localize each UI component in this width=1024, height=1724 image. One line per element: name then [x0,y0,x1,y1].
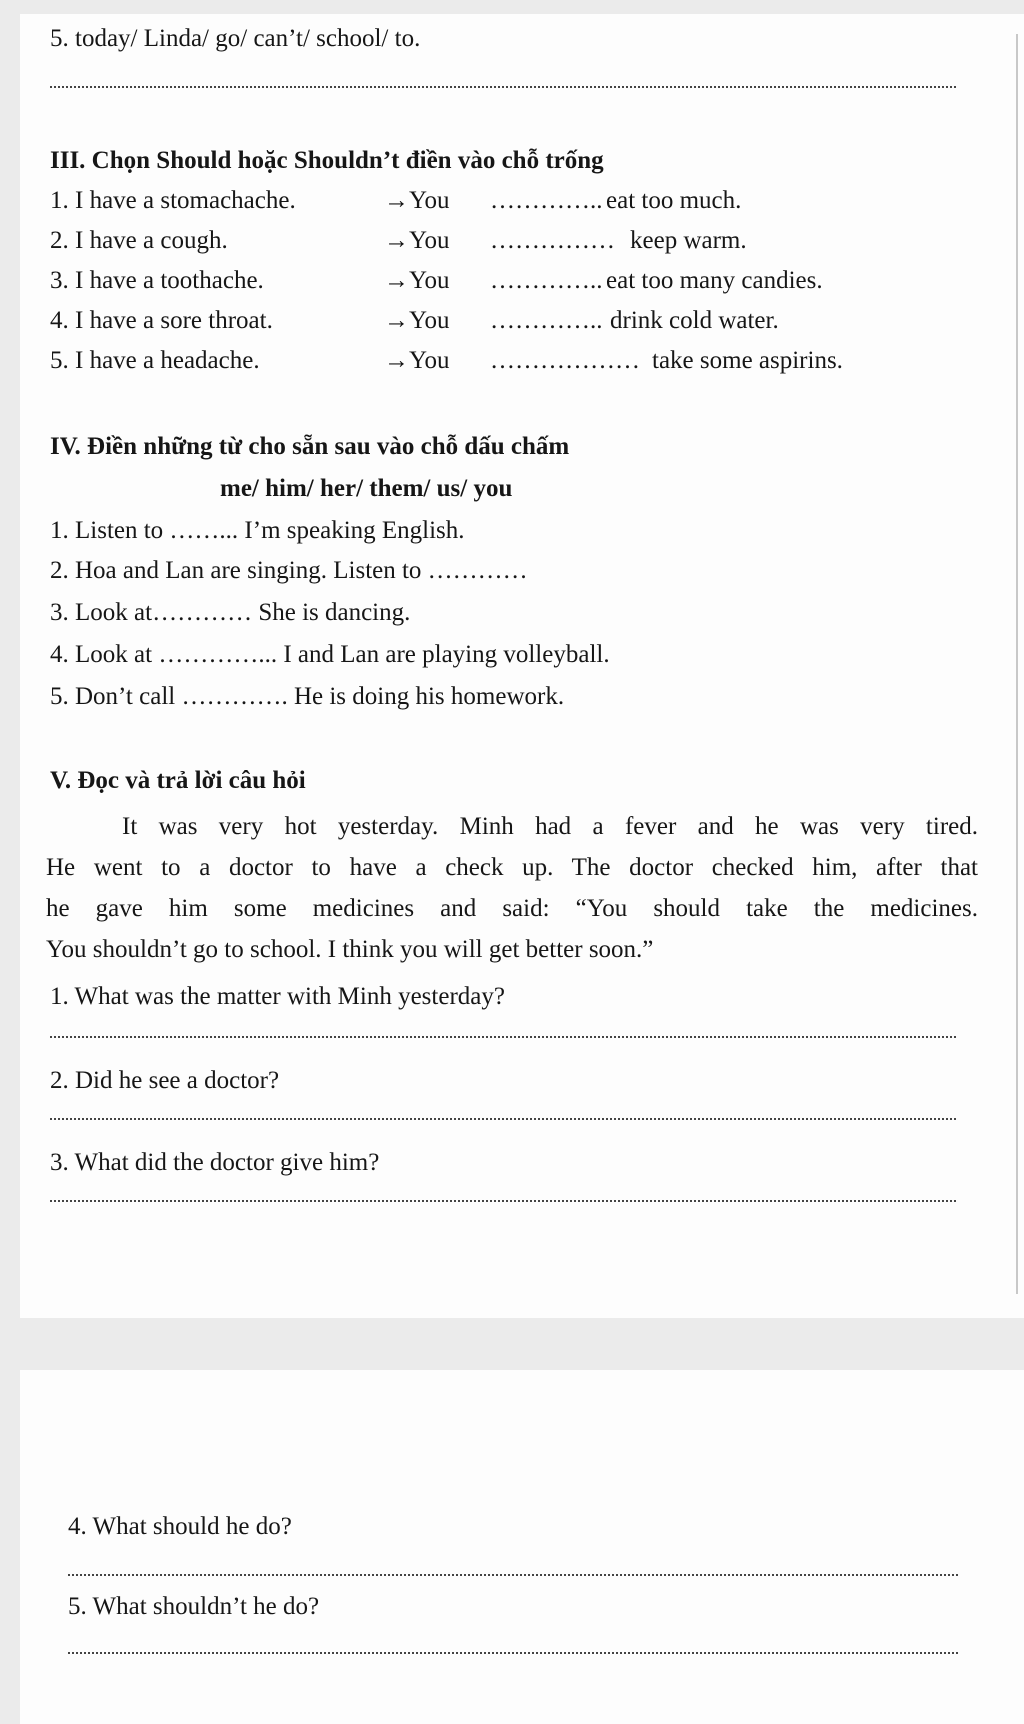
s5-question-4: 4. What should he do? [68,1513,292,1540]
s3-item-1-blank: ………….. [490,187,603,214]
passage-line-2: He went to a doctor to have a check up. The doctor checked him, after that [46,854,978,881]
question-5-previous: 5. today/ Linda/ go/ can’t/ school/ to. [50,25,421,52]
s3-item-5-tail: take some aspirins. [652,347,843,374]
answer-line [68,1574,958,1576]
s3-item-2-blank: …………… [490,227,615,254]
s5-question-5: 5. What shouldn’t he do? [68,1593,320,1620]
s4-item-4: 4. Look at …………... I and Lan are playing volleyball. [50,641,610,668]
word-bank: me/ him/ her/ them/ us/ you [220,475,513,502]
s3-item-4-arrow: →You [384,307,450,334]
s3-item-2-tail: keep warm. [630,227,747,254]
s3-item-2-arrow: →You [384,227,450,254]
s3-item-4-prompt: 4. I have a sore throat. [50,307,273,334]
section-3-heading: III. Chọn Should hoặc Shouldn’t điền vào chỗ trống [50,147,604,174]
answer-line [50,1200,956,1202]
passage-line-4: You shouldn’t go to school. I think you will get better soon.” [46,936,654,963]
s3-item-1-tail: eat too much. [606,187,742,214]
s3-item-3-arrow: →You [384,267,450,294]
s4-item-5: 5. Don’t call …………. He is doing his homework. [50,683,565,710]
s3-item-4-blank: ………….. [490,307,603,334]
s4-item-2: 2. Hoa and Lan are singing. Listen to ………… [50,557,528,584]
s3-item-4-tail: drink cold water. [610,307,779,334]
s3-item-3-prompt: 3. I have a toothache. [50,267,264,294]
section-5-heading: V. Đọc và trả lời câu hỏi [50,767,306,794]
s5-question-2: 2. Did he see a doctor? [50,1067,280,1094]
s4-item-1: 1. Listen to ……... I’m speaking English. [50,517,465,544]
s3-item-5-blank: ……………… [490,347,640,374]
answer-line [50,86,956,88]
answer-line [50,1118,956,1120]
passage-line-3: he gave him some medicines and said: “You should take the medicines. [46,895,978,922]
answer-line [68,1652,958,1654]
reading-passage [46,806,978,970]
s5-question-1: 1. What was the matter with Minh yesterday? [50,983,505,1010]
s4-item-3: 3. Look at………… She is dancing. [50,599,411,626]
s3-item-2-prompt: 2. I have a cough. [50,227,228,254]
answer-line [50,1036,956,1038]
worksheet-page-2 [20,1370,1024,1724]
worksheet-page-1 [20,14,1024,1318]
section-4-heading: IV. Điền những từ cho sẵn sau vào chỗ dấu chấm [50,433,570,460]
s5-question-3: 3. What did the doctor give him? [50,1149,380,1176]
page-edge-shadow [1016,34,1018,1294]
s3-item-5-arrow: →You [384,347,450,374]
s3-item-3-tail: eat too many candies. [606,267,823,294]
passage-line-1: It was very hot yesterday. Minh had a fever and he was very tired. [122,813,978,840]
s3-item-1-prompt: 1. I have a stomachache. [50,187,296,214]
s3-item-5-prompt: 5. I have a headache. [50,347,260,374]
s3-item-3-blank: ………….. [490,267,603,294]
s3-item-1-arrow: →You [384,187,450,214]
